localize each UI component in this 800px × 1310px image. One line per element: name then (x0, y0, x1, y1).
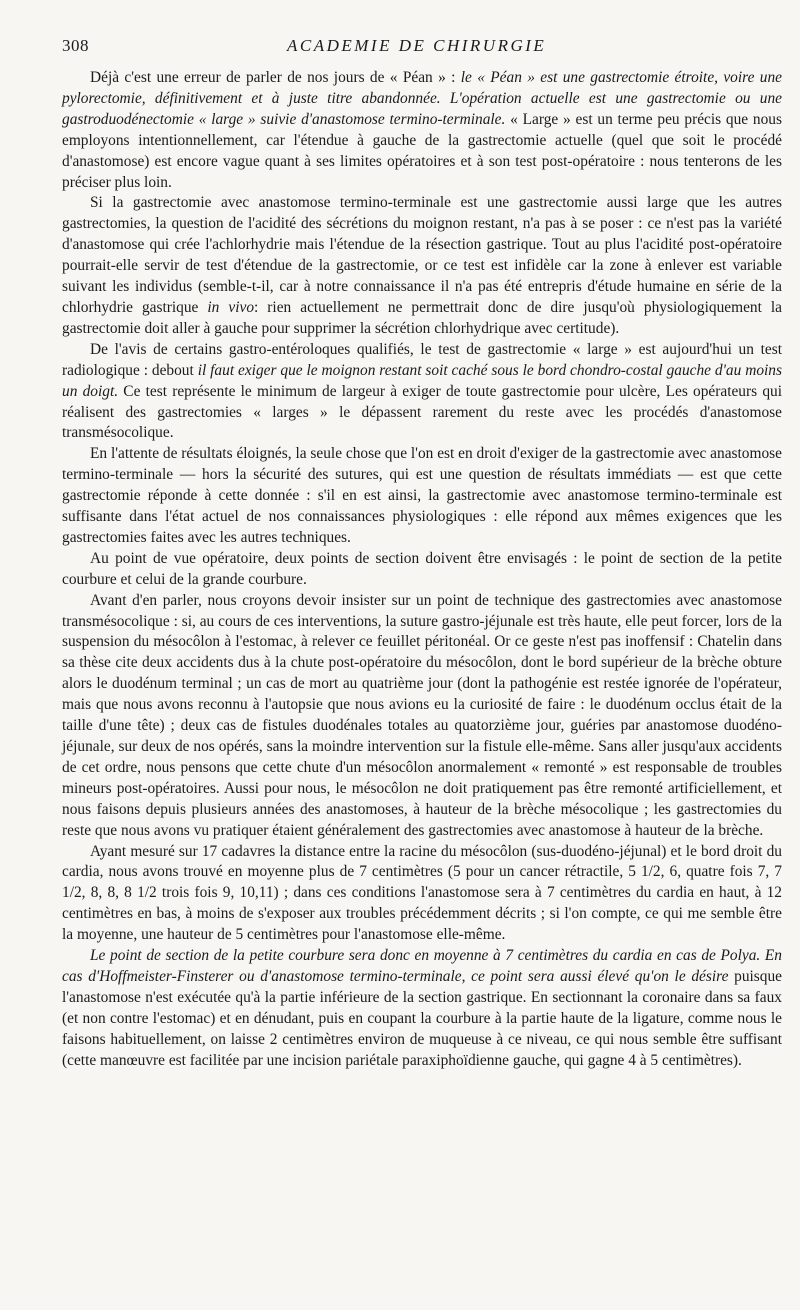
text-segment: Si la gastrectomie avec anastomose termino-terminale est une gastrectomie aussi large que les autres gastrectomies, la question de l'acidité des sécrétions du moignon restant, n'a pas à se poser : ce n'est pas la variété d'anastomose qui crée l'achlorhydrie mais l'étendue de la résection gastrique. Tout au plus l'acidité post-opératoire pourrait-elle servir de test d'étendue de la gastrectomie, or ce test est infidèle car la zone à enlever est variable suivant les individus (semble-t-il, car à notre connaissance il n'a pas été entrepris d'étude humaine en série de la chlorhydrie gastrique (62, 194, 782, 316)
text-segment: Ayant mesuré sur 17 cadavres la distance entre la racine du mésocôlon (sus-duodéno-jéjunal) et le bord droit du cardia, nous avons trouvé en moyenne plus de 7 centimètres (5 pour un cancer rétractile, 5 1/2, 6, quatre fois 7, 7 1/2, 8, 8, 8 1/2 trois fois 9, 10,11) ; dans ces conditions l'anastomose sera à 7 centimètres du cardia en haut, à 12 centimètres en bas, à moins de s'exposer aux troubles précédemment décrits ; si l'on compte, ce qui me semble être la moyenne, une hauteur de 5 centimètres pour l'anastomose elle-même. (62, 842, 782, 944)
text-segment: Avant d'en parler, nous croyons devoir insister sur un point de technique des gastrectomies avec anastomose transmésocolique : si, au cours de ces interventions, la suture gastro-jéjunale est très haute, elle peut forcer, lors de la suspension du mésocôlon à l'estomac, à relever ce feuillet péritonéal. Or ce geste n'est pas inoffensif : Chatelin dans sa thèse cite deux accidents dus à la chute post-opératoire du mésocôlon, dont le bord supérieur de la brèche obture alors le duodénum terminal ; un cas de mort au quatrième jour (dont la pathogénie est restée ignorée de l'opérateur, mais que nous avons reconnu à l'autopsie que nous avions eu la curiosité de faire : le duodénum occlus était de la taille d'une tête) ; deux cas de fistules duodénales totales au quatorzième jour, guéries par anastomose duodéno-jéjunale, sur deux de nos opérés, sans la moindre intervention sur la fistule elle-même. Sans aller jusqu'aux accidents de cet ordre, nous pensons que cette chute d'un mésocôlon anormalement « remonté » est responsable de troubles mineurs post-opératoires. Aussi pour nous, le mésocôlon ne doit pratiquement pas être remonté artificiellement, et nous faisons depuis plusieurs années des anastomoses, à hauteur de la brèche mésocolique ; les gastrectomies du reste que nous avons vu pratiquer étaient généralement des gastrectomies avec anastomose à hauteur de la brèche. (62, 591, 782, 839)
text-segment: Déjà c'est une erreur de parler de nos jours de « Péan » : (90, 69, 461, 86)
paragraph (62, 340, 782, 445)
paragraph (62, 193, 782, 339)
text-segment: De l'avis de certains gastro-entéroloques qualifiés, le test de gastrectomie « large » est aujourd'hui un test radiologique : debout (62, 340, 782, 379)
paragraph (62, 591, 782, 842)
italic-text: Le point de section de la petite courbure sera donc en moyenne à 7 centimètres du cardia en cas de Polya. En cas d'Hoffmeister-Finsterer ou d'anastomose termino-terminale, ce point sera aussi élevé qu'on le désire (62, 947, 782, 985)
paragraph (62, 68, 782, 193)
body-text (62, 68, 782, 1072)
text-segment: Ce test représente le minimum de largeur à exiger de toute gastrectomie pour ulcère, Les opérateurs qui réalisent des gastrectomies « larges » le dépassent rarement du reste avec les procédés d'anastomose transmésocolique. (62, 382, 782, 442)
text-segment: puisque l'anastomose n'est exécutée qu'à la partie inférieure de la section gastrique. En sectionnant la coronaire dans sa faux (et non contre l'estomac) et en dénudant, puis en coupant la courbure à la partie haute de la ligature, comme nous le faisons habituellement, on laisse 2 centimètres environ de muqueuse à ce niveau, ce qui nous semble être suffisant (cette manœuvre est facilitée par une incision pariétale paraxiphoïdienne gauche, qui gagne 4 à 5 centimètres). (62, 967, 782, 1069)
text-segment: En l'attente de résultats éloignés, la seule chose que l'on est en droit d'exiger de la gastrectomie avec anastomose termino-terminale — hors la sécurité des sutures, qui est une question de résultats immédiats — est que cette gastrectomie réponde à cette donnée : s'il en est ainsi, la gastrectomie avec anastomose termino-terminale est suffisante dans l'état actuel de nos connaissances physiologiques : elle répond aux mêmes exigences que les gastrectomies faites avec les autres techniques. (62, 445, 782, 546)
paragraph (62, 946, 782, 1071)
paragraph (62, 444, 782, 549)
italic-text: le « Péan » est une gastrectomie étroite, voire une pylorectomie, définitivement et à juste titre abandonnée. L'opération actuelle est une gastrectomie ou une gastroduodénectomie « large » suivie d'anastomose termino-terminale. (62, 69, 782, 128)
text-segment: : rien actuellement ne permettrait donc de dire jusqu'où physiologiquement la gastrectomie doit aller à gauche pour supprimer la sécrétion chlorhydrique avec certitude). (62, 298, 782, 337)
italic-text: il faut exiger que le moignon restant soit caché sous le bord chondro-costal gauche d'au moins un doigt. (62, 361, 782, 400)
paragraph (62, 842, 782, 947)
paragraph (62, 549, 782, 591)
italic-text: in vivo (207, 298, 255, 316)
running-head: ACADEMIE DE CHIRURGIE (287, 36, 547, 55)
text-segment: « Large » est un terme peu précis que nous employons intentionnellement, car l'étendue à gauche de la gastrectomie actuelle (quel que soit le procédé d'anastomose) est encore vague quant à ses limites opératoires et à son test post-opératoire : nous tenterons de les préciser plus loin. (62, 110, 782, 191)
page-header (62, 36, 782, 62)
text-segment: Au point de vue opératoire, deux points de section doivent être envisagés : le point de section de la petite courbure et celui de la grande courbure. (62, 549, 782, 588)
page-number: 308 (62, 36, 89, 55)
